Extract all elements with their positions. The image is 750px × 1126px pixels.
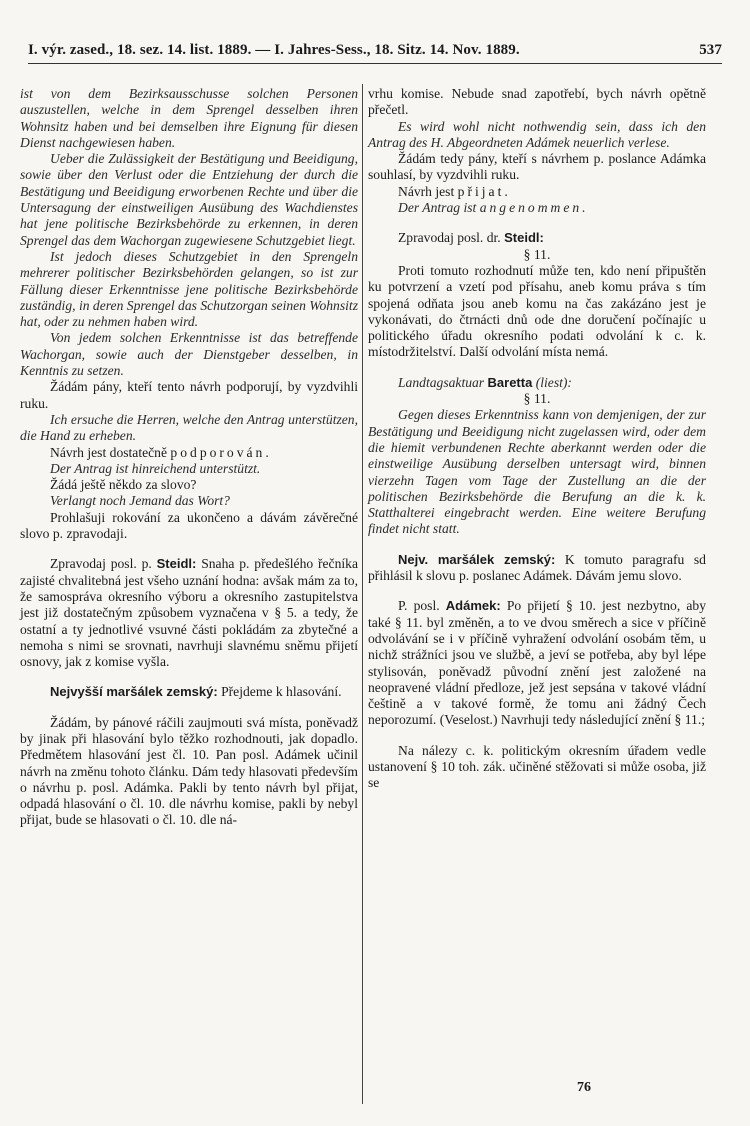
vote-result: Návrh jest přijat. [398,183,511,199]
paragraph: ist von dem Bezirksausschusse solchen Personen auszustellen, welche in dem Sprengel desselben ihren Wohnsitz haben und bei demselben ihre Eignung für diesen Dienst nachgewiesen haben. [20,86,358,150]
speaker-name: Adámek: [445,598,501,614]
paragraph: Von jedem solchen Erkenntnisse ist das betreffende Wachorgan, sowie auch der Dienstgeber desselben, in Kenntnis zu setzen. [20,330,358,379]
paragraph: Es wird wohl nicht nothwendig sein, dass ich den Antrag des H. Abgeordneten Adámek neuerlich verlese. [368,118,706,150]
paragraph: Ist jedoch dieses Schutzgebiet in den Sprengeln mehrerer politischer Bezirksbehörden gelangen, so ist zur Fällung dieser Erkenntnisse jene politische Bezirksbehörde zuständig, in deren Sprengel das Schutzorgan seinen Wohnsitz hat, oder zu nehmen haben wird. [20,248,358,330]
page-number: 537 [699,42,722,58]
paragraph: Der Antrag ist hinreichend unterstützt. [50,460,261,476]
speaker-name: Steidl: [504,230,544,246]
right-column [368,86,706,792]
speaker-name: Steidl: [156,556,197,572]
paragraph: Gegen dieses Erkenntniss kann von demjenigen, der zur Bestätigung und Beeidigung nicht zugelassen wird, oder dem die hiemit verbundenen Rechte aberkannt werden oder die einstweilige Ausübung derselben untersagt wird, binnen vierzehn Tagen vom Tage der Zustellung an die der politischen Bezirksbehörde die Berufung an die k. k. Statthalterei eingebracht werden. Eine weitere Berufung findet nicht statt. [368,407,706,537]
paragraph: Verlangt noch Jemand das Wort? [50,493,230,509]
section-number: § 11. [523,391,551,407]
vote-result: Návrh jest dostatečně podporován. [50,444,272,460]
speech: Zpravodaj posl. dr. Steidl: [398,230,544,246]
speaker-name: Nejv. maršálek zemský: [398,551,556,567]
paragraph: Prohlašuji rokování za ukončeno a dávám závěrečné slovo p. zpravodaji. [20,509,358,542]
paragraph: Žádá ještě někdo za slovo? [50,477,197,493]
folio-number: 76 [577,1080,591,1095]
speech: P. posl. Adámek: Po přijetí § 10. jest nezbytno, aby také § 11. byl změněn, a to ve dvou směrech a sice v příčině odvolávání se i v příčině vyhražení odvolání osobám těm, u nichž strážníci jsou ve službě, a jeví se potřeba, aby byl lépe stylisován, poněvadž původní znění jest založené na neopravené vládní předloze, jež jest sepsána v takové vládní češtině a v takové formě, že tomu ani žádný Čech neporozumí. (Veselost.) Navrhuji tedy následující znění § 11.; [368,598,706,728]
left-column [20,86,358,829]
paragraph: Ueber die Zulässigkeit der Bestätigung und Beeidigung, sowie über den Verlust oder die Entziehung der durch die Bestätigung und Beeidigung erworbenen Rechte und über die Untersagung der einstweiligen Ausübung des Wachdienstes hat jene politische Bezirksbehörde zu erkennen, in deren Sprengel das dem Wachorgan zugewiesene Schutzgebiet liegt. [20,151,358,248]
paragraph: Žádám, by pánové ráčili zaujmouti svá místa, poněvadž by jinak při hlasování bylo těžko rozhodnouti, jak dopadlo. Předmětem hlasování jest čl. 10. Pan posl. Adámek učinil návrh na změnu tohoto článku. Dám tedy hlasovati především o návrhu p. posl. Adámka. Pakli by tento návrh byl přijat, odpadá hlasování o čl. 10. dle návrhu komise, pakli by nebyl přijat, bude se hlasovati o čl. 10. dle ná- [20,714,358,828]
paragraph: Žádám pány, kteří tento návrh podporují, by vyzdvihli ruku. [20,379,358,411]
paragraph: Ich ersuche die Herren, welche den Antrag unterstützen, die Hand zu erheben. [20,411,358,444]
paragraph: Proti tomuto rozhodnutí může ten, kdo není připuštěn ku potvrzení a vzetí pod přísahu, aneb komu práva s tím spojená odňata jsou aneb komu na čas zakázáno jest je vykonávati, do čtrnácti dnů ode dne doručení počínajíc u politického úřadu okresního podati odvolání k c. k. místodržitelství. Další odvolání místa nemá. [368,262,706,360]
header-title: I. výr. zased., 18. sez. 14. list. 1889. — I. Jahres-Sess., 18. Sitz. 14. Nov. 1889. [28,42,520,58]
column-divider [362,84,363,1104]
running-header [28,42,722,64]
speech: Nejv. maršálek zemský: K tomuto paragrafu sd přihlásil k slovu p. poslanec Adámek. Dávám jemu slovo. [368,551,706,584]
vote-result: Der Antrag ist angenommen. [398,200,589,216]
speaker-name: Nejvyšší maršálek zemský: [50,684,218,700]
paragraph: vrhu komise. Nebude snad zapotřebí, bych návrh opětně přečetl. [368,86,706,118]
paragraph: Na nálezy c. k. politickým okresním úřadem vedle ustanovení § 10 toh. zák. učiněné stěžovati si může osoba, již se [368,742,706,791]
section-number: § 11. [523,246,551,262]
speaker-name: Baretta [487,374,533,390]
speech: Zpravodaj posl. p. Steidl: Snaha p. předešlého řečníka zajisté chvalitebná jest všeho uznání hodna: avšak mám za to, že samospráva okresního výboru a okresního zastupitelstva jest již dostatečným způsobem vyznačena v § 5. a tedy, že ostatní a ty jednotlivé vsuvné části pokládám za zbytečné a nemoha s nimi se srovnati, navrhuji slavnému sněmu přijetí osnovy, jak z komise vyšla. [20,556,358,670]
paragraph: Žádám tedy pány, kteří s návrhem p. poslance Adámka souhlasí, by vyzdvihli ruku. [368,151,706,183]
speech: Landtagsaktuar Baretta (liest): [398,374,572,390]
speech: Nejvyšší maršálek zemský: Přejdeme k hlasování. [50,684,342,700]
